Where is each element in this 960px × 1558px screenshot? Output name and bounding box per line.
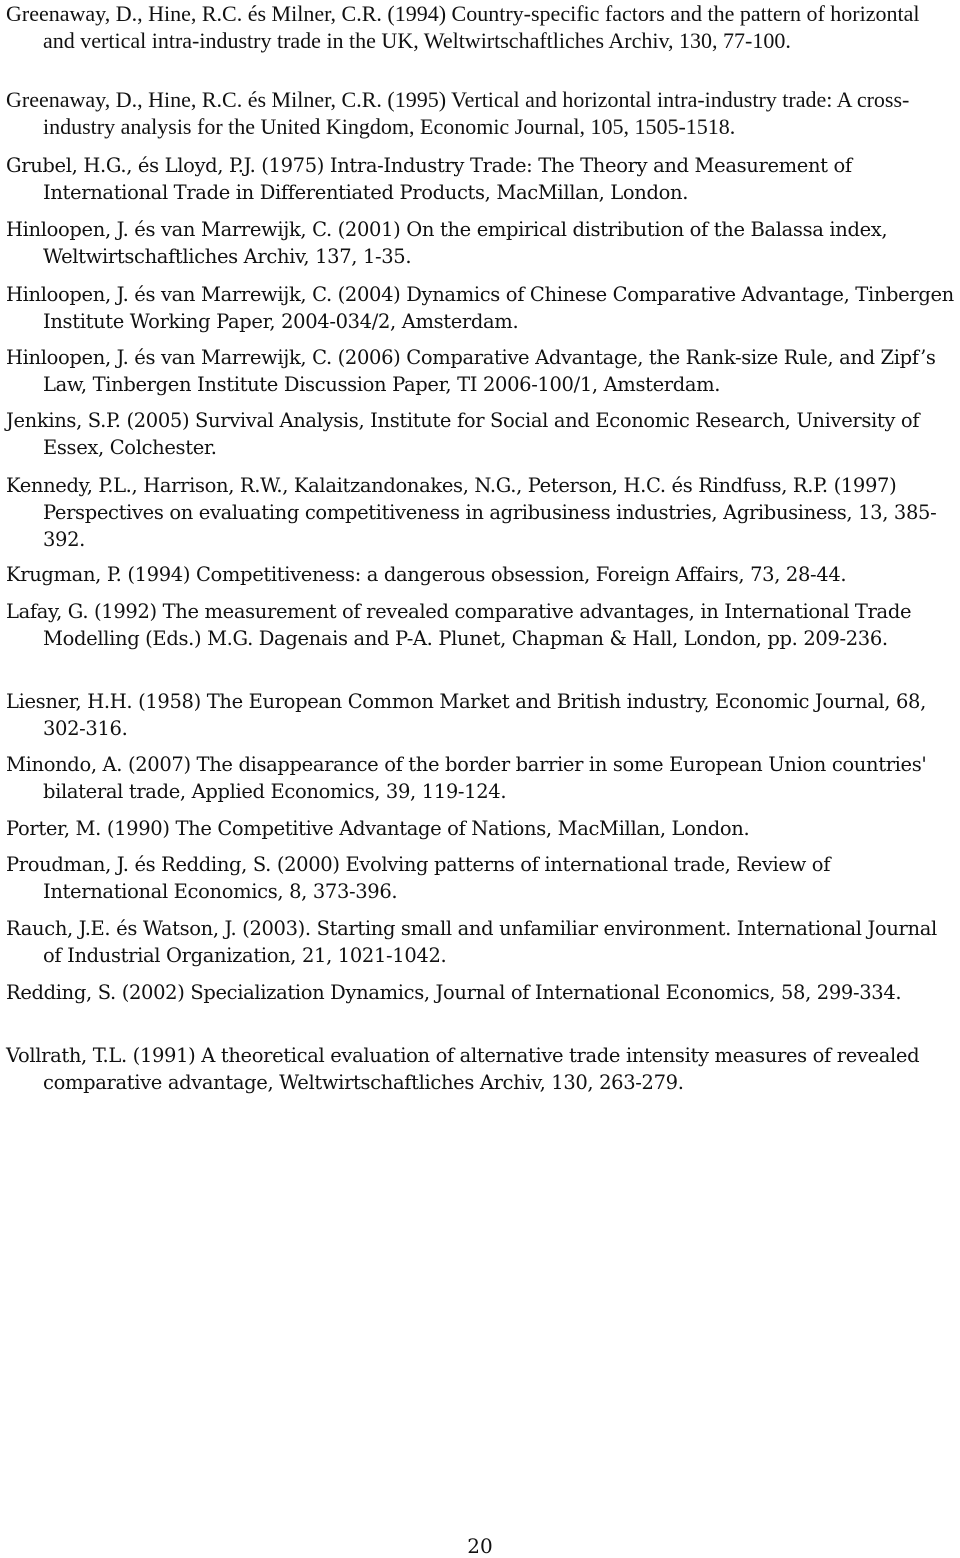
- reference-entry: Krugman, P. (1994) Competitiveness: a dangerous obsession, Foreign Affairs, 73, 28-44.: [6, 563, 847, 586]
- reference-entry: Rauch, J.E. és Watson, J. (2003). Starting small and unfamiliar environment. International Journal of Industrial Organization, 21, 1021-1042.: [6, 917, 937, 967]
- reference-entry: Lafay, G. (1992) The measurement of revealed comparative advantages, in International Trade Modelling (Eds.) M.G. Dagenais and P-A. Plunet, Chapman & Hall, London, pp. 209-236.: [6, 600, 912, 650]
- reference-entry: Jenkins, S.P. (2005) Survival Analysis, Institute for Social and Economic Research, University of Essex, Colchester.: [6, 409, 920, 459]
- reference-entry: Redding, S. (2002) Specialization Dynamics, Journal of International Economics, 58, 299-334.: [6, 981, 902, 1004]
- reference-entry: Porter, M. (1990) The Competitive Advantage of Nations, MacMillan, London.: [6, 817, 750, 840]
- reference-entry: Hinloopen, J. és van Marrewijk, C. (2006) Comparative Advantage, the Rank-size Rule, and Zipf’s Law, Tinbergen Institute Discussion Paper, TI 2006-100/1, Amsterdam.: [6, 346, 936, 396]
- reference-entry: Greenaway, D., Hine, R.C. és Milner, C.R. (1994) Country-specific factors and the pattern of horizontal and vertical intra-industry trade in the UK, Weltwirtschaftliches Archiv, 130, 77-100.: [6, 1, 920, 53]
- reference-entry: Liesner, H.H. (1958) The European Common Market and British industry, Economic Journal, 68, 302-316.: [6, 690, 926, 740]
- reference-entry: Grubel, H.G., és Lloyd, P.J. (1975) Intra-Industry Trade: The Theory and Measurement of International Trade in Differentiated Products, MacMillan, London.: [6, 154, 852, 204]
- reference-entry: Hinloopen, J. és van Marrewijk, C. (2001) On the empirical distribution of the Balassa index, Weltwirtschaftliches Archiv, 137, 1-35.: [6, 218, 888, 268]
- reference-entry: Kennedy, P.L., Harrison, R.W., Kalaitzandonakes, N.G., Peterson, H.C. és Rindfuss, R.P. (1997) Perspectives on evaluating competitiveness in agribusiness industries, Agribusiness, 13, 385-392.: [6, 474, 937, 551]
- page-number: 20: [467, 1534, 493, 1558]
- reference-entry: Minondo, A. (2007) The disappearance of the border barrier in some European Union countries' bilateral trade, Applied Economics, 39, 119-124.: [6, 753, 927, 803]
- reference-entry: Hinloopen, J. és van Marrewijk, C. (2004) Dynamics of Chinese Comparative Advantage, Tinbergen Institute Working Paper, 2004-034/2, Amsterdam.: [6, 283, 954, 333]
- reference-entry: Proudman, J. és Redding, S. (2000) Evolving patterns of international trade, Review of International Economics, 8, 373-396.: [6, 853, 831, 903]
- reference-entry: Vollrath, T.L. (1991) A theoretical evaluation of alternative trade intensity measures of revealed comparative advantage, Weltwirtschaftliches Archiv, 130, 263-279.: [6, 1044, 920, 1094]
- reference-entry: Greenaway, D., Hine, R.C. és Milner, C.R. (1995) Vertical and horizontal intra-industry trade: A cross-industry analysis for the United Kingdom, Economic Journal, 105, 1505-1518.: [6, 87, 910, 139]
